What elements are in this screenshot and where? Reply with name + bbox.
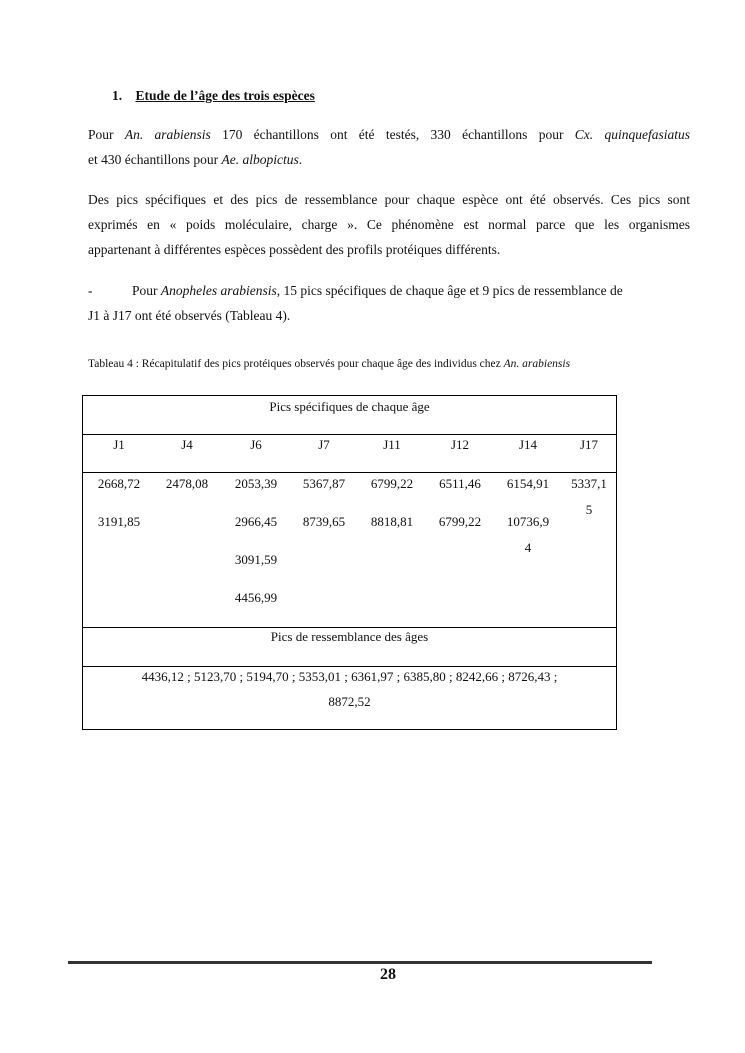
peak-value: 2966,45 — [234, 514, 278, 529]
peak-value: 4456,99 — [234, 590, 278, 605]
paragraph-samples — [88, 122, 690, 172]
age-header-j14: J14 — [518, 437, 538, 452]
peak-value: 6154,91 — [506, 476, 550, 491]
text-run: et 430 échantillons pour — [88, 152, 222, 167]
table-divider — [83, 666, 616, 667]
header-specific-peaks: Pics spécifiques de chaque âge — [269, 399, 430, 414]
text-run: 170 échantillons ont été testés, 330 échantillons pour — [210, 127, 575, 142]
paragraph-anopheles — [88, 278, 690, 328]
section-heading — [112, 88, 315, 104]
peak-value: 2668,72 — [97, 476, 141, 491]
section-title: Etude de l’âge des trois espèces — [135, 88, 315, 103]
peak-value: 8739,65 — [302, 514, 346, 529]
paragraph-anopheles-line-1 — [88, 278, 690, 303]
text-run: , 15 pics spécifiques de chaque âge et 9 pics de ressemblance de — [276, 283, 623, 298]
age-header-j1: J1 — [113, 437, 125, 452]
peak-value: 4 — [524, 540, 532, 555]
resemblance-values-line-1: 4436,12 ; 5123,70 ; 5194,70 ; 5353,01 ; 6361,97 ; 6385,80 ; 8242,66 ; 8726,43 ; — [141, 669, 558, 684]
species-name: An. arabiensis — [124, 127, 211, 142]
text-run: Pour — [88, 127, 125, 142]
paragraph-peaks-line-2: exprimés en « poids moléculaire, charge ». Ce phénomène est normal parce que les organismes — [88, 217, 690, 232]
paragraph-peaks — [88, 187, 690, 262]
age-header-j7: J7 — [318, 437, 330, 452]
peak-value: 2053,39 — [234, 476, 278, 491]
text-run: . — [298, 152, 303, 167]
table-divider — [83, 472, 616, 473]
age-header-j6: J6 — [250, 437, 262, 452]
peak-value: 5 — [585, 502, 593, 517]
age-header-j4: J4 — [181, 437, 193, 452]
table-caption — [88, 358, 570, 370]
species-name: Ae. albopictus — [221, 152, 299, 167]
species-name: Anopheles arabiensis — [160, 283, 277, 298]
age-header-j11: J11 — [383, 437, 401, 452]
peak-value: 10736,9 — [506, 514, 550, 529]
paragraph-peaks-line-3: appartenant à différentes espèces possèdent des profils protéiques différents. — [88, 242, 501, 257]
paragraph-samples-line-2 — [88, 147, 690, 172]
peaks-table — [82, 395, 617, 730]
table-divider — [83, 434, 616, 435]
paragraph-peaks-line-1: Des pics spécifiques et des pics de ressemblance pour chaque espèce ont été observés. Ces pics sont — [88, 192, 690, 207]
peak-value: 8818,81 — [370, 514, 414, 529]
age-header-j12: J12 — [450, 437, 470, 452]
age-header-j17: J17 — [579, 437, 599, 452]
text-run: Pour — [132, 283, 161, 298]
paragraph-samples-line-1 — [88, 122, 690, 147]
peak-value: 6799,22 — [438, 514, 482, 529]
peak-value: 2478,08 — [165, 476, 209, 491]
peak-value: 3191,85 — [97, 514, 141, 529]
resemblance-values-line-2: 8872,52 — [328, 694, 371, 709]
section-number: 1. — [112, 88, 123, 103]
page-number: 28 — [380, 966, 396, 983]
caption-text: Tableau 4 : Récapitulatif des pics protéiques observés pour chaque âge des individus chez — [88, 358, 504, 370]
peak-value: 6511,46 — [439, 476, 481, 491]
peak-value: 5337,1 — [571, 476, 607, 491]
footer-rule — [68, 961, 652, 964]
header-resemblance-peaks: Pics de ressemblance des âges — [270, 629, 429, 644]
bullet-dash: - — [88, 283, 93, 298]
species-name: Cx. quinquefasiatus — [574, 127, 690, 142]
caption-species: An. arabiensis — [503, 358, 571, 370]
peak-value: 6799,22 — [370, 476, 414, 491]
peak-value: 5367,87 — [302, 476, 346, 491]
peak-value: 3091,59 — [234, 552, 278, 567]
table-divider — [83, 627, 616, 628]
paragraph-anopheles-line-2: J1 à J17 ont été observés (Tableau 4). — [88, 308, 291, 323]
